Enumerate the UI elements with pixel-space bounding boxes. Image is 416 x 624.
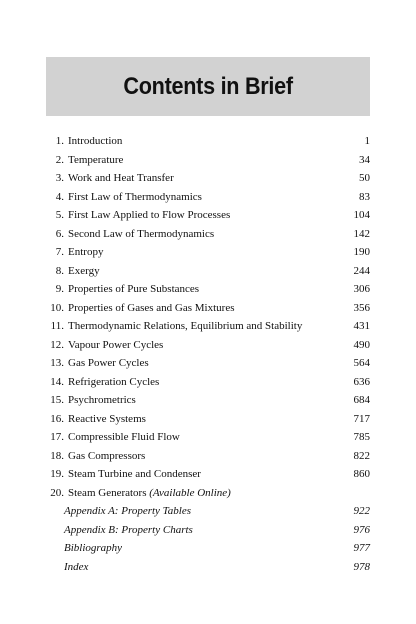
toc-entry[interactable] [46, 169, 370, 188]
chapter-title: Vapour Power Cycles [68, 338, 164, 351]
toc-entry[interactable] [46, 280, 370, 299]
chapter-number: 16. [50, 412, 64, 425]
chapter-number: 17. [50, 431, 64, 443]
chapter-number: 2. [55, 153, 64, 166]
chapter-title: Gas Compressors [68, 449, 146, 462]
chapter-number: 18. [50, 449, 64, 462]
page-number: 83 [359, 190, 370, 203]
toc-appendix-entry[interactable] [46, 539, 370, 558]
toc-entry[interactable] [46, 206, 370, 225]
chapter-title: Gas Power Cycles [68, 357, 149, 369]
page-number: 922 [353, 505, 370, 517]
appendix-title: Appendix A: Property Tables [64, 505, 191, 517]
chapter-number: 10. [50, 301, 64, 314]
toc-entry[interactable] [46, 188, 370, 207]
page-number: 976 [353, 523, 370, 536]
chapter-title: Introduction [68, 135, 123, 147]
page-number: 142 [353, 227, 370, 240]
toc-entry[interactable] [46, 151, 370, 170]
page-number: 860 [353, 468, 370, 480]
page-number: 977 [353, 542, 370, 554]
chapter-title: Exergy [68, 264, 100, 277]
chapter-title: Steam Turbine and Condenser [68, 468, 201, 480]
chapter-title: Refrigeration Cycles [68, 375, 160, 388]
toc-appendix-entry[interactable] [46, 558, 370, 577]
chapter-number: 11. [50, 320, 64, 332]
page-number: 244 [353, 264, 370, 277]
toc-entry[interactable] [46, 410, 370, 429]
toc-entry[interactable] [46, 373, 370, 392]
availability-note: (Available Online) [149, 486, 231, 499]
toc-entry[interactable] [46, 447, 370, 466]
chapter-number: 4. [55, 190, 64, 203]
chapter-title: Second Law of Thermodynamics [68, 227, 215, 240]
page-number: 684 [353, 394, 370, 406]
toc-entry[interactable] [46, 243, 370, 262]
page-number: 564 [353, 357, 370, 369]
page-number: 822 [353, 449, 370, 462]
chapter-title: First Law of Thermodynamics [68, 190, 202, 203]
chapter-title: Thermodynamic Relations, Equilibrium and Stability [68, 320, 303, 332]
chapter-title: Temperature [68, 153, 124, 166]
chapter-number: 5. [55, 209, 64, 221]
table-of-contents [46, 132, 370, 576]
toc-entry[interactable] [46, 428, 370, 447]
page-number: 636 [353, 375, 370, 388]
chapter-title-text: Steam Generators [68, 486, 147, 499]
page-number: 50 [359, 172, 370, 184]
page-number: 34 [359, 153, 370, 166]
toc-entry[interactable] [46, 132, 370, 151]
chapter-number: 7. [55, 246, 64, 258]
toc-entry[interactable] [46, 262, 370, 281]
chapter-title: Entropy [68, 246, 104, 258]
chapter-title: Reactive Systems [68, 412, 146, 425]
page-title: Contents in Brief [123, 72, 293, 100]
contents-header [46, 57, 370, 116]
toc-entry[interactable] [46, 225, 370, 244]
appendix-title: Appendix B: Property Charts [64, 523, 193, 536]
chapter-number: 8. [55, 264, 64, 277]
toc-appendix-entry[interactable] [46, 521, 370, 540]
chapter-title: Properties of Pure Substances [68, 283, 200, 295]
chapter-title: First Law Applied to Flow Processes [68, 209, 231, 221]
page-number: 717 [353, 412, 370, 425]
toc-entry[interactable] [46, 391, 370, 410]
page-number: 190 [353, 246, 370, 258]
toc-entry[interactable] [46, 484, 370, 503]
chapter-number: 14. [50, 375, 64, 388]
page-number: 490 [353, 338, 370, 351]
chapter-title: Work and Heat Transfer [68, 172, 174, 184]
chapter-number: 12. [50, 338, 64, 351]
chapter-number: 6. [55, 227, 64, 240]
page-number: 306 [353, 283, 370, 295]
page-number: 104 [353, 209, 370, 221]
page-number: 431 [353, 320, 370, 332]
chapter-number: 15. [50, 394, 64, 406]
chapter-title: Psychrometrics [68, 394, 136, 406]
chapter-number: 9. [55, 283, 64, 295]
page-number: 785 [353, 431, 370, 443]
toc-entry[interactable] [46, 465, 370, 484]
toc-entry[interactable] [46, 354, 370, 373]
chapter-number: 1. [55, 135, 64, 147]
chapter-number: 20. [50, 486, 64, 499]
page-number: 1 [364, 135, 370, 147]
chapter-title: Properties of Gases and Gas Mixtures [68, 301, 235, 314]
toc-appendix-entry[interactable] [46, 502, 370, 521]
chapter-number: 3. [55, 172, 64, 184]
chapter-number: 13. [50, 357, 64, 369]
appendix-title: Bibliography [64, 542, 123, 554]
chapter-number: 19. [50, 468, 64, 480]
toc-entry[interactable] [46, 299, 370, 318]
toc-entry[interactable] [46, 317, 370, 336]
toc-entry[interactable] [46, 336, 370, 355]
chapter-title [68, 484, 320, 503]
page-number: 978 [353, 560, 370, 573]
chapter-title: Compressible Fluid Flow [68, 431, 180, 443]
page-number: 356 [353, 301, 370, 314]
appendix-title: Index [64, 560, 89, 573]
